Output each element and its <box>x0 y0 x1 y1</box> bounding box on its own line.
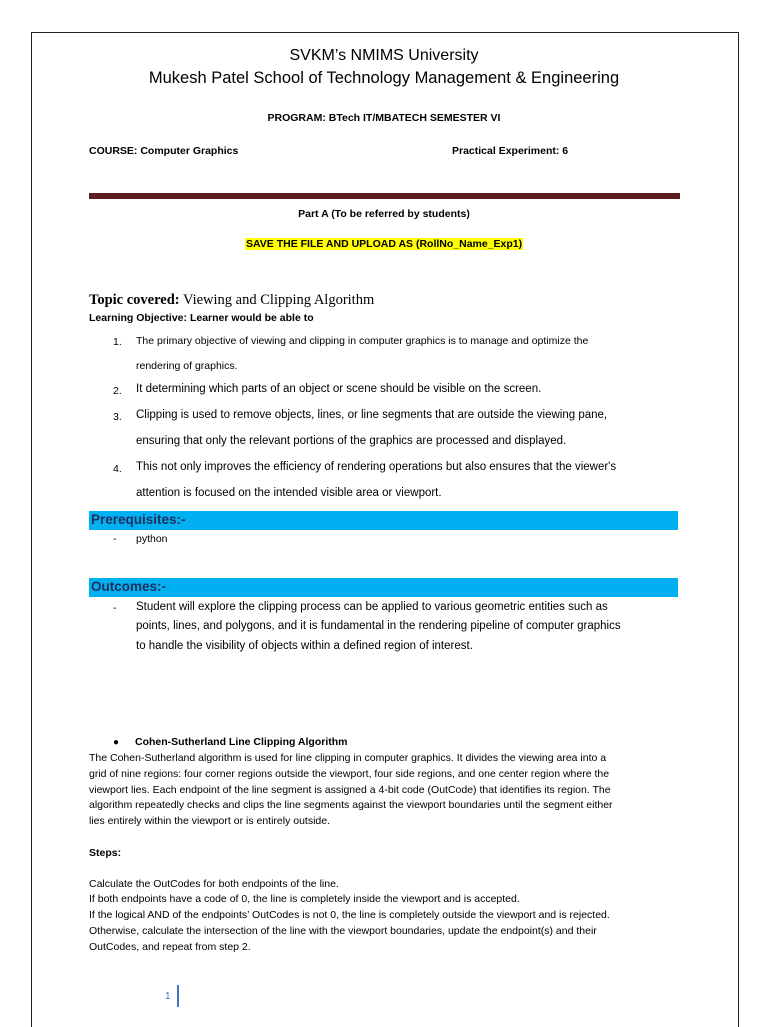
outcome-text: points, lines, and polygons, and it is fundamental in the rendering pipeline of computer graphics <box>136 620 621 632</box>
page-number: 1 <box>165 991 171 1002</box>
list-item-text: Clipping is used to remove objects, lines, or line segments that are outside the viewing pane, <box>136 409 608 421</box>
university-name: SVKM’s NMIMS University <box>289 47 479 64</box>
list-item-number: 3. <box>113 411 122 423</box>
page-border-right <box>738 32 739 1027</box>
outcomes-heading: Outcomes:- <box>91 579 167 594</box>
list-item-text: The primary objective of viewing and clipping in computer graphics is to manage and optimize the <box>136 335 589 347</box>
step-line: If the logical AND of the endpoints’ OutCodes is not 0, the line is completely outside the viewport and is rejected. <box>89 909 610 921</box>
save-note-highlight: SAVE THE FILE AND UPLOAD AS (RollNo_Name_Exp1) <box>246 238 523 250</box>
list-item-text: rendering of graphics. <box>136 360 238 372</box>
prerequisite-item: python <box>136 533 168 545</box>
step-line: Calculate the OutCodes for both endpoints of the line. <box>89 878 339 890</box>
practical-experiment: Practical Experiment: 6 <box>452 145 569 157</box>
steps-heading: Steps: <box>89 847 122 859</box>
section-title: Cohen-Sutherland Line Clipping Algorithm <box>135 736 348 748</box>
step-line: OutCodes, and repeat from step 2. <box>89 941 251 953</box>
paragraph-line: viewport lies. Each endpoint of the line segment is assigned a 4-bit code (OutCode) that identifies its region. The <box>89 784 611 796</box>
prerequisites-heading: Prerequisites:- <box>91 512 186 527</box>
page-border-left <box>31 32 32 1027</box>
topic-value: Viewing and Clipping Algorithm <box>179 292 375 308</box>
part-a-title: Part A (To be referred by students) <box>298 208 470 220</box>
list-item-number: 4. <box>113 463 122 475</box>
page-border-top <box>31 32 739 33</box>
list-item-text: This not only improves the efficiency of rendering operations but also ensures that the viewer's <box>136 461 617 473</box>
step-line: Otherwise, calculate the intersection of the line with the viewport boundaries, update the endpoint(s) and their <box>89 925 597 937</box>
school-name: Mukesh Patel School of Technology Management & Engineering <box>148 69 620 87</box>
topic-covered <box>89 292 374 309</box>
list-item-text: attention is focused on the intended visible area or viewport. <box>136 487 442 499</box>
paragraph-line: grid of nine regions: four corner regions outside the viewport, four side regions, and one center region where the <box>89 768 610 780</box>
outcome-text: Student will explore the clipping process can be applied to various geometric entities such as <box>136 601 608 613</box>
step-line: If both endpoints have a code of 0, the line is completely inside the viewport and is accepted. <box>89 893 520 905</box>
topic-label: Topic covered: <box>89 292 180 308</box>
list-item-number: 1. <box>113 336 122 348</box>
prerequisites-heading-bar <box>89 511 678 530</box>
outcome-text: to handle the visibility of objects within a defined region of interest. <box>136 640 473 652</box>
outcomes-heading-bar <box>89 578 678 597</box>
bullet-icon: ● <box>113 737 120 748</box>
list-item-text: ensuring that only the relevant portions of the graphics are processed and displayed. <box>136 435 567 447</box>
page-number-bar <box>177 985 179 1007</box>
list-item-number: 2. <box>113 385 122 397</box>
paragraph-line: lies entirely within the viewport or is entirely outside. <box>89 815 331 827</box>
list-item-text: It determining which parts of an object or scene should be visible on the screen. <box>136 383 542 395</box>
learning-objective-heading: Learning Objective: Learner would be able to <box>89 312 314 324</box>
program-line: PROGRAM: BTech IT/MBATECH SEMESTER VI <box>267 112 501 124</box>
course-line: COURSE: Computer Graphics <box>89 145 239 157</box>
list-dash: - <box>113 602 117 614</box>
list-dash: - <box>113 533 117 545</box>
paragraph-line: The Cohen-Sutherland algorithm is used for line clipping in computer graphics. It divides the viewing area into a <box>89 752 607 764</box>
header-divider <box>89 193 680 199</box>
paragraph-line: algorithm repeatedly checks and clips the line segments against the viewport boundaries until the segment either <box>89 799 613 811</box>
